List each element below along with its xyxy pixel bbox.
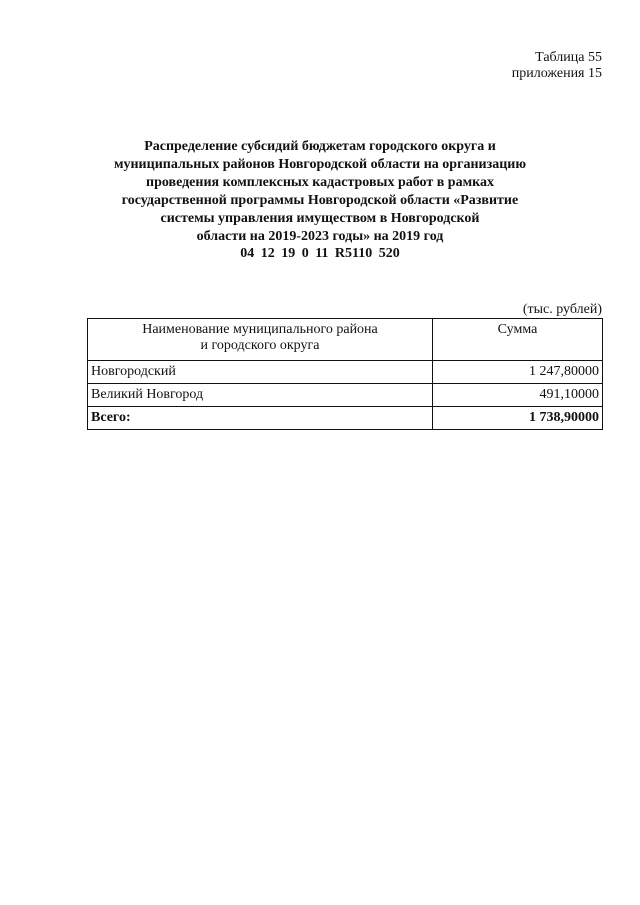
title-line: муниципальных районов Новгородской области на организацию bbox=[113, 157, 527, 172]
header-name-line2: и городского округа bbox=[200, 338, 320, 353]
table-reference bbox=[512, 50, 602, 82]
title-line: области на 2019-2023 годы» на 2019 год bbox=[196, 229, 444, 244]
column-header-name bbox=[88, 319, 433, 361]
table-header-row bbox=[88, 319, 603, 361]
table-number: Таблица 55 bbox=[535, 50, 602, 65]
title-line: государственной программы Новгородской области «Развитие bbox=[121, 193, 519, 208]
total-sum: 1 738,90000 bbox=[433, 407, 603, 430]
appendix-number: приложения 15 bbox=[511, 66, 602, 81]
column-header-sum: Сумма bbox=[433, 319, 603, 361]
subsidy-table bbox=[87, 318, 603, 430]
document-title bbox=[100, 138, 540, 246]
total-label: Всего: bbox=[88, 407, 433, 430]
title-line: системы управления имуществом в Новгородской bbox=[160, 211, 480, 226]
units-label: (тыс. рублей) bbox=[522, 302, 602, 317]
title-line: проведения комплексных кадастровых работ в рамках bbox=[146, 175, 494, 190]
row-sum: 1 247,80000 bbox=[433, 361, 603, 384]
table-row bbox=[88, 361, 603, 384]
table-row bbox=[88, 384, 603, 407]
title-line: Распределение субсидий бюджетам городского округа и bbox=[144, 139, 496, 154]
budget-code: 04 12 19 0 11 R5110 520 bbox=[240, 246, 400, 261]
row-sum: 491,10000 bbox=[433, 384, 603, 407]
row-name: Новгородский bbox=[88, 361, 433, 384]
row-name: Великий Новгород bbox=[88, 384, 433, 407]
table-total-row bbox=[88, 407, 603, 430]
header-name-line1: Наименование муниципального района bbox=[142, 322, 378, 337]
